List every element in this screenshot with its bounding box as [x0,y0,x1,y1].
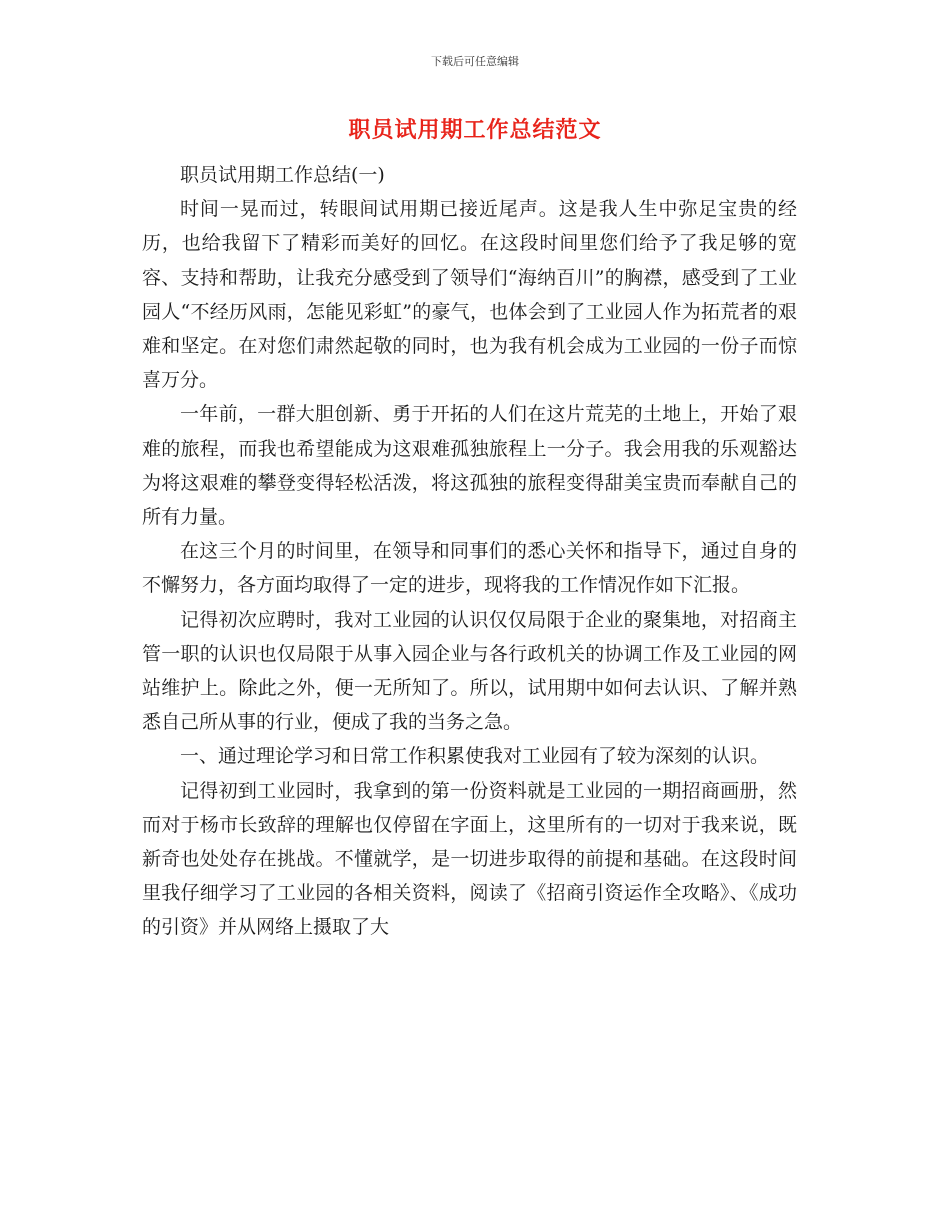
page-header-note: 下载后可任意编辑 [431,55,519,68]
paragraph: 记得初到工业园时，我拿到的第一份资料就是工业园的一期招商画册，然而对于杨市长致辞的理解也仅停留在字面上，这里所有的一切对于我来说，既新奇也处处存在挑战。不懂就学，是一切进步取得的前提和基础。在这段时间里我仔细学习了工业园的各相关资料，阅读了《招商引资运作全攻略》、《成功的引资》并从网络上摄取了大 [142,779,797,939]
paragraph: 时间一晃而过，转眼间试用期已接近尾声。这是我人生中弥足宝贵的经历，也给我留下了精彩而美好的回忆。在这段时间里您们给予了我足够的宽容、支持和帮助，让我充分感受到了领导们“海纳百川”的胸襟，感受到了工业园人“不经历风雨，怎能见彩虹”的豪气，也体会到了工业园人作为拓荒者的艰难和坚定。在对您们肃然起敬的同时，也为我有机会成为工业园的一份子而惊喜万分。 [142,198,797,392]
paragraph: 记得初次应聘时，我对工业园的认识仅仅局限于企业的聚集地，对招商主管一职的认识也仅局限于从事入园企业与各行政机关的协调工作及工业园的网站维护上。除此之外，便一无所知了。所以，试用期中如何去认识、了解并熟悉自己所从事的行业，便成了我的当务之急。 [142,608,797,734]
paragraph: 在这三个月的时间里，在领导和同事们的悉心关怀和指导下，通过自身的不懈努力，各方面均取得了一定的进步，现将我的工作情况作如下汇报。 [142,540,797,597]
document-title: 职员试用期工作总结范文 [348,117,602,143]
paragraph: 一年前，一群大胆创新、勇于开拓的人们在这片荒芜的土地上，开始了艰难的旅程，而我也希望能成为这艰难孤独旅程上一分子。我会用我的乐观豁达为将这艰难的攀登变得轻松活泼，将这孤独的旅程变得甜美宝贵而奉献自己的所有力量。 [142,403,797,529]
paragraph: 一、通过理论学习和日常工作积累使我对工业园有了较为深刻的认识。 [180,745,770,768]
section-heading: 职员试用期工作总结(一) [180,164,385,186]
document-body [142,158,797,945]
